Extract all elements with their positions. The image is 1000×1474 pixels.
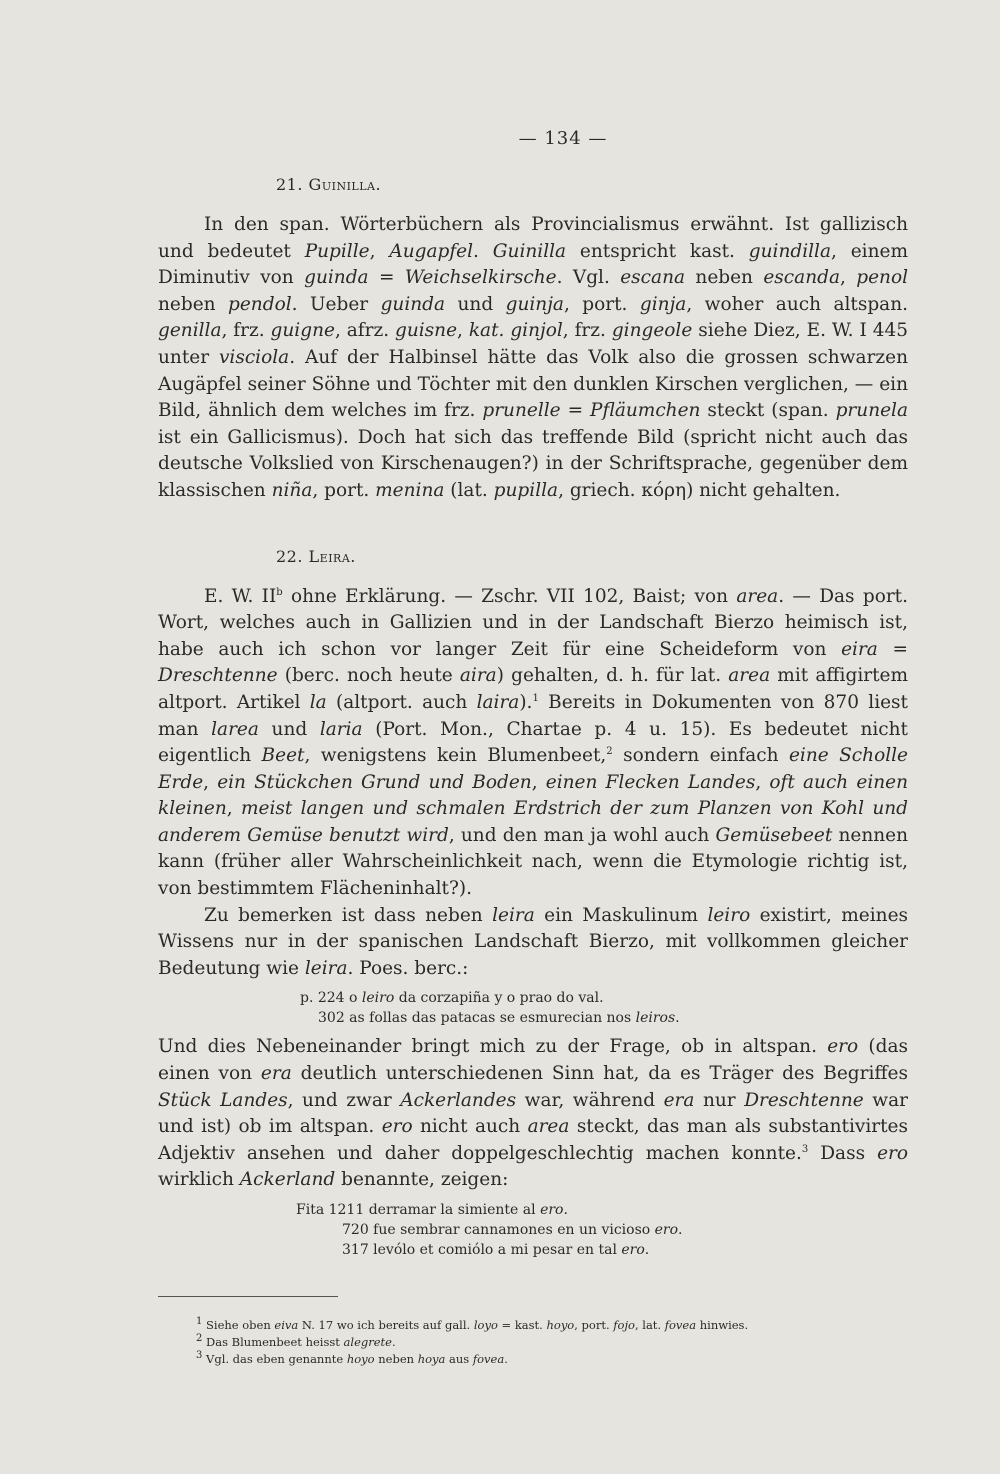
section-22-paragraph-2: Zu bemerken ist dass neben leira ein Maskulinum leiro existirt, meines Wissens nur in der spanischen Landschaft Bierzo, mit vollkommen gleicher Bedeutung wie leira. Poes. berc.:	[158, 904, 909, 979]
section-title: Guinilla.	[308, 175, 382, 194]
quote-block-1	[158, 988, 908, 1028]
quote-line: 720 fue sembrar cannamones en un vicioso ero.	[342, 1222, 683, 1238]
quote-line: 302 as follas das patacas se esmurecian nos leiros.	[318, 1010, 680, 1027]
section-22-paragraph-3: Und dies Nebeneinander bringt mich zu der Frage, ob in altspan. ero (das einen von era deutlich unterschiedenen Sinn hat, da es Träger des Begriffes Stück Landes, und zwar Ackerlandes war, während era nur Dreschtenne war und ist) ob im altspan. ero nicht auch area steckt, das man als substantivirtes Adjektiv ansehen und daher doppelgeschlechtig machen konnte.$^3$ Dass ero wirklich Ackerland benannte, zeigen:	[158, 1036, 909, 1191]
quote-line: p. 224 o leiro da corzapiña y o prao do val.	[300, 990, 604, 1007]
quote-line: 317 levólo et comiólo a mi pesar en tal ero.	[342, 1242, 650, 1258]
section-heading-22	[276, 547, 908, 566]
footnote-3: $^3$ Vgl. das eben genannte hoyo neben hoya aus fovea.	[196, 1350, 508, 1366]
section-21-paragraph: In den span. Wörterbüchern als Provincialismus erwähnt. Ist gallizisch und bedeutet Pupille, Augapfel. Guinilla entspricht kast. guindilla, einem Diminutiv von guinda = Weichselkirsche. Vgl. escana neben escanda, penol neben pendol. Ueber guinda und guinja, port. ginja, woher auch altspan. genilla, frz. guigne, afrz. guisne, kat. ginjol, frz. gingeole siehe Diez, E. W. I 445 unter visciola. Auf der Halbinsel hätte das Volk also die grossen schwarzen Augäpfel seiner Söhne und Töchter mit den dunklen Kirschen verglichen, — ein Bild, ähnlich dem welches im frz. prunelle = Pfläumchen steckt (span. prunela ist ein Gallicismus). Doch hat sich das treffende Bild (spricht nicht auch das deutsche Volkslied von Kirschenaugen?) in der Schriftsprache, gegenüber dem klassischen niña, port. menina (lat. pupilla, griech. κόρη) nicht gehalten.	[158, 214, 909, 501]
section-heading-21	[276, 175, 908, 194]
footnote-1: $^1$ Siehe oben eiva N. 17 wo ich bereits auf gall. loyo = kast. hoyo, port. fojo, lat. fovea hinwies.	[196, 1316, 749, 1332]
page-number: — 134 —	[518, 128, 608, 149]
section-number: 21.	[276, 175, 303, 194]
footnote-2: $^2$ Das Blumenbeet heisst alegrete.	[196, 1333, 396, 1349]
footnote-divider	[158, 1296, 338, 1297]
footnotes	[196, 1317, 908, 1368]
section-number: 22.	[276, 546, 303, 566]
quote-line: Fita 1211 derramar la simiente al ero.	[296, 1202, 568, 1218]
section-22-paragraph-1: E. W. $II^b$ ohne Erklärung. — Zschr. VII 102, Baist; von area. — Das port. Wort, welches auch in Gallizien und in der Landschaft Bierzo heimisch ist, habe auch ich schon vor langer Zeit für eine Scheideform von eira = Dreschtenne (berc. noch heute aira) gehalten, d. h. für lat. area mit affigirtem altport. Artikel la (altport. auch laira).$^1$ Bereits in Dokumenten von 870 liest man larea und laria (Port. Mon., Chartae p. 4 u. 15). Es bedeutet nicht eigentlich Beet, wenigstens kein Blumenbeet,$^2$ sondern einfach eine Scholle Erde, ein Stückchen Grund und Boden, einen Flecken Landes, oft auch einen kleinen, meist langen und schmalen Erdstrich der zum Planzen von Kohl und anderem Gemüse benutzt wird, und den man ja wohl auch Gemüsebeet nennen kann (früher aller Wahrscheinlichkeit nach, wenn die Etymologie richtig ist, von bestimmtem Flächeninhalt?).	[158, 585, 909, 900]
section-title: Leira.	[308, 546, 356, 566]
quote-block-2	[158, 1200, 908, 1260]
